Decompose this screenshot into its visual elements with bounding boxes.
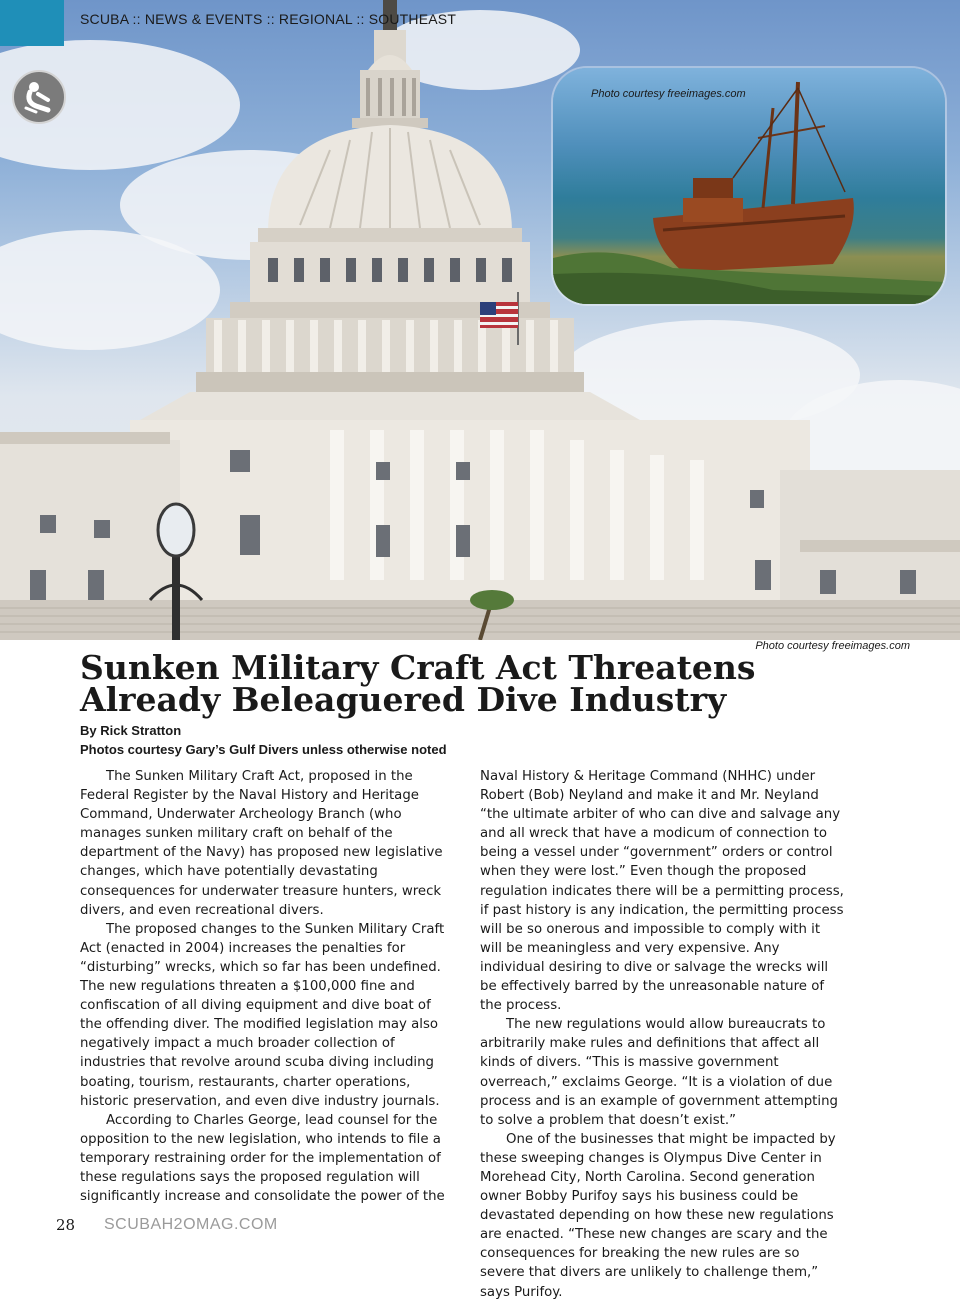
article-column-left [80,767,446,1206]
page-number: 28 [56,1216,76,1234]
inset-photo-shipwreck [553,68,945,304]
article-paragraph: One of the businesses that might be impacted by these sweeping changes is Olympus Dive Center in Morehead City, North Carolina. Second generation owner Bobby Purifoy says his business could be devastated depending on how these new regulations are enacted. “These new changes are scary and the consequences for breaking the new rules are so severe that divers are unlikely to challenge them,” says Purifoy. [480,1131,836,1300]
article-paragraph: The proposed changes to the Sunken Military Craft Act (enacted in 2004) increases the penalties for “disturbing” wrecks, which so far has been undefined. The new regulations threaten a $100,000 fine and confiscation of all diving equipment and dive boat of the offending diver. The modified legislation may also negatively impact a much broader collection of industries that revolve around scuba diving including boating, tourism, restaurants, charter operations, historic preservation, and even dive industry journals. [80,921,445,1109]
article-column-right [480,767,846,1302]
article-byline: By Rick Stratton [80,723,182,738]
shipwreck-illustration [553,68,945,304]
article-paragraph: The new regulations would allow bureaucrats to arbitrarily make rules and definitions that affect all kinds of divers. “This is massive government overreach,” exclaims George. “It is a violation of due process and is an example of government attempting to solve a problem that doesn’t exist.” [480,1017,838,1128]
hero-photo-caption: Photo courtesy freeimages.com [755,640,910,652]
article-paragraph: According to Charles George, lead counsel for the opposition to the new legislation, who intends to file a temporary restraining order for the implementation of these regulations says the proposed regulation will significantly increase and consolidate the power of the [80,1112,445,1205]
site-link[interactable]: SCUBAH2OMAG.COM [104,1216,278,1233]
scuba-diver-icon [12,70,66,124]
article-title: Sunken Military Craft Act Threatens Already Beleaguered Dive Industry [80,648,756,719]
inset-photo-caption: Photo courtesy freeimages.com [591,88,746,100]
section-tab [0,0,64,46]
article-paragraph: The Sunken Military Craft Act, proposed in the Federal Register by the Naval History and Heritage Command, Underwater Archeology Branch (who manages sunken military craft on behalf of the department of the Navy) has proposed new legislative changes, which have potentially devastating consequences for underwater treasure hunters, wreck divers, and even recreational divers. [80,769,443,918]
article-paragraph-continued: Naval History & Heritage Command (NHHC) under Robert (Bob) Neyland and make it and Mr. Neyland “the ultimate arbiter of who can dive and salvage any and all wreck that have a modicum of connection to being a vessel under “government” orders or control when they were lost.” Even though the proposed regulation indicates there will be a permitting process, if past history is any indication, the permitting process will be so onerous and impossible to comply with it will be meaningless and very expensive. Any individual desiring to dive or salvage the wrecks will be effectively barred by the unreasonable nature of the process. [480,769,844,1014]
photo-credit: Photos courtesy Gary’s Gulf Divers unless otherwise noted [80,742,447,757]
breadcrumb[interactable]: SCUBA :: NEWS & EVENTS :: REGIONAL :: SOUTHEAST [80,11,457,27]
